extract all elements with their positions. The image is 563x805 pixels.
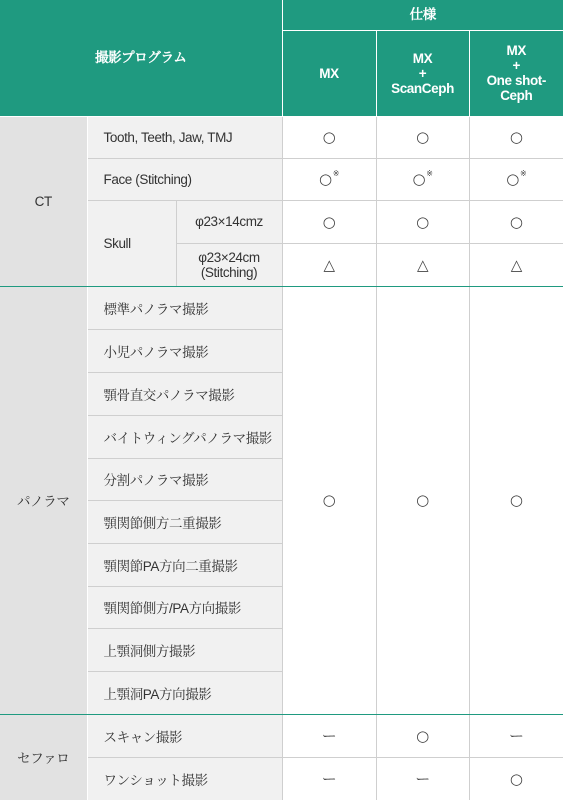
- triangle-mark: △: [510, 255, 522, 274]
- ct-item-label: Face (Stitching): [87, 158, 282, 200]
- panorama-item-label: バイトウィングパノラマ撮影: [87, 415, 282, 458]
- circle-mark: ○: [416, 128, 429, 146]
- header-model-line: MX: [412, 50, 433, 66]
- group-label-ct: CT: [0, 116, 87, 286]
- circle-mark: ○: [506, 170, 519, 188]
- value-cell: [282, 286, 376, 714]
- circle-mark: ○: [412, 170, 426, 188]
- group-label-panorama: パノラマ: [0, 286, 87, 714]
- panorama-item-label: 上顎洞側方撮影: [87, 628, 282, 671]
- value-cell: [282, 243, 376, 286]
- circle-mark: ○: [319, 170, 332, 188]
- footnote-mark: ※: [332, 169, 340, 178]
- value-cell: [282, 116, 376, 158]
- panorama-item-label: 顎関節側方/PA方向撮影: [87, 586, 282, 628]
- header-model-line: One shot-: [486, 73, 546, 88]
- skull-sub-label-line: (Stitching): [200, 264, 258, 280]
- dash-mark: ー: [415, 770, 430, 789]
- ct-item-label: Tooth, Teeth, Jaw, TMJ: [87, 116, 282, 158]
- value-cell: [282, 757, 376, 800]
- header-spec-label: 仕様: [282, 0, 563, 30]
- skull-sub-label: [176, 243, 282, 286]
- value-cell: [469, 158, 563, 200]
- circle-mark: ○: [509, 769, 523, 788]
- header-model-mx-oneshot: [469, 30, 563, 116]
- circle-mark: ○: [416, 726, 429, 745]
- group-label-cephalo: セファロ: [0, 714, 87, 800]
- circle-mark: ○: [416, 491, 429, 509]
- header-model-line: ScanCeph: [391, 80, 454, 96]
- value-cell: [376, 286, 469, 714]
- value-cell: [469, 286, 563, 714]
- header-model-line: Ceph: [500, 88, 533, 103]
- skull-sub-label-line: φ23×24cm: [198, 249, 260, 265]
- value-cell: [469, 200, 563, 243]
- triangle-mark: △: [416, 255, 429, 274]
- circle-mark: ○: [322, 212, 336, 231]
- value-cell: [376, 757, 469, 800]
- value-cell: [282, 158, 376, 200]
- circle-mark: ○: [416, 212, 429, 231]
- skull-sub-label: φ23×14cmz: [176, 200, 282, 243]
- circle-mark: ○: [322, 491, 336, 509]
- value-cell: [282, 200, 376, 243]
- value-cell: [469, 757, 563, 800]
- dash-mark: ー: [508, 727, 524, 745]
- circle-mark: ○: [509, 491, 523, 509]
- value-cell: [376, 158, 469, 200]
- footnote-mark: ※: [519, 169, 527, 178]
- ct-item-label-skull: Skull: [87, 200, 176, 286]
- header-model-line: MX: [319, 65, 339, 81]
- value-cell: [376, 116, 469, 158]
- header-model-mx: [282, 30, 376, 116]
- value-cell: [469, 116, 563, 158]
- value-cell: [469, 243, 563, 286]
- footnote-mark: ※: [426, 169, 433, 178]
- circle-mark: ○: [509, 128, 523, 146]
- panorama-item-label: 顎関節側方二重撮影: [87, 500, 282, 543]
- value-cell: [282, 714, 376, 757]
- header-program-label: 撮影プログラム: [0, 0, 282, 116]
- panorama-item-label: 上顎洞PA方向撮影: [87, 671, 282, 714]
- panorama-item-label: 標準パノラマ撮影: [87, 286, 282, 329]
- cephalo-item-label: スキャン撮影: [87, 714, 282, 757]
- panorama-item-label: 顎関節PA方向二重撮影: [87, 543, 282, 586]
- cephalo-item-label: ワンショット撮影: [87, 757, 282, 800]
- dash-mark: ー: [321, 727, 337, 745]
- header-model-mx-scanceph: [376, 30, 469, 116]
- value-cell: [469, 714, 563, 757]
- dash-mark: ー: [321, 770, 337, 789]
- panorama-item-label: 顎骨直交パノラマ撮影: [87, 372, 282, 415]
- panorama-item-label: 分割パノラマ撮影: [87, 458, 282, 500]
- panorama-item-label: 小児パノラマ撮影: [87, 329, 282, 372]
- circle-mark: ○: [322, 128, 336, 146]
- header-model-line: MX: [506, 43, 526, 58]
- value-cell: [376, 243, 469, 286]
- header-model-line: +: [512, 58, 521, 73]
- value-cell: [376, 714, 469, 757]
- triangle-mark: △: [323, 255, 335, 274]
- value-cell: [376, 200, 469, 243]
- header-model-line: +: [418, 65, 427, 81]
- circle-mark: ○: [509, 212, 523, 231]
